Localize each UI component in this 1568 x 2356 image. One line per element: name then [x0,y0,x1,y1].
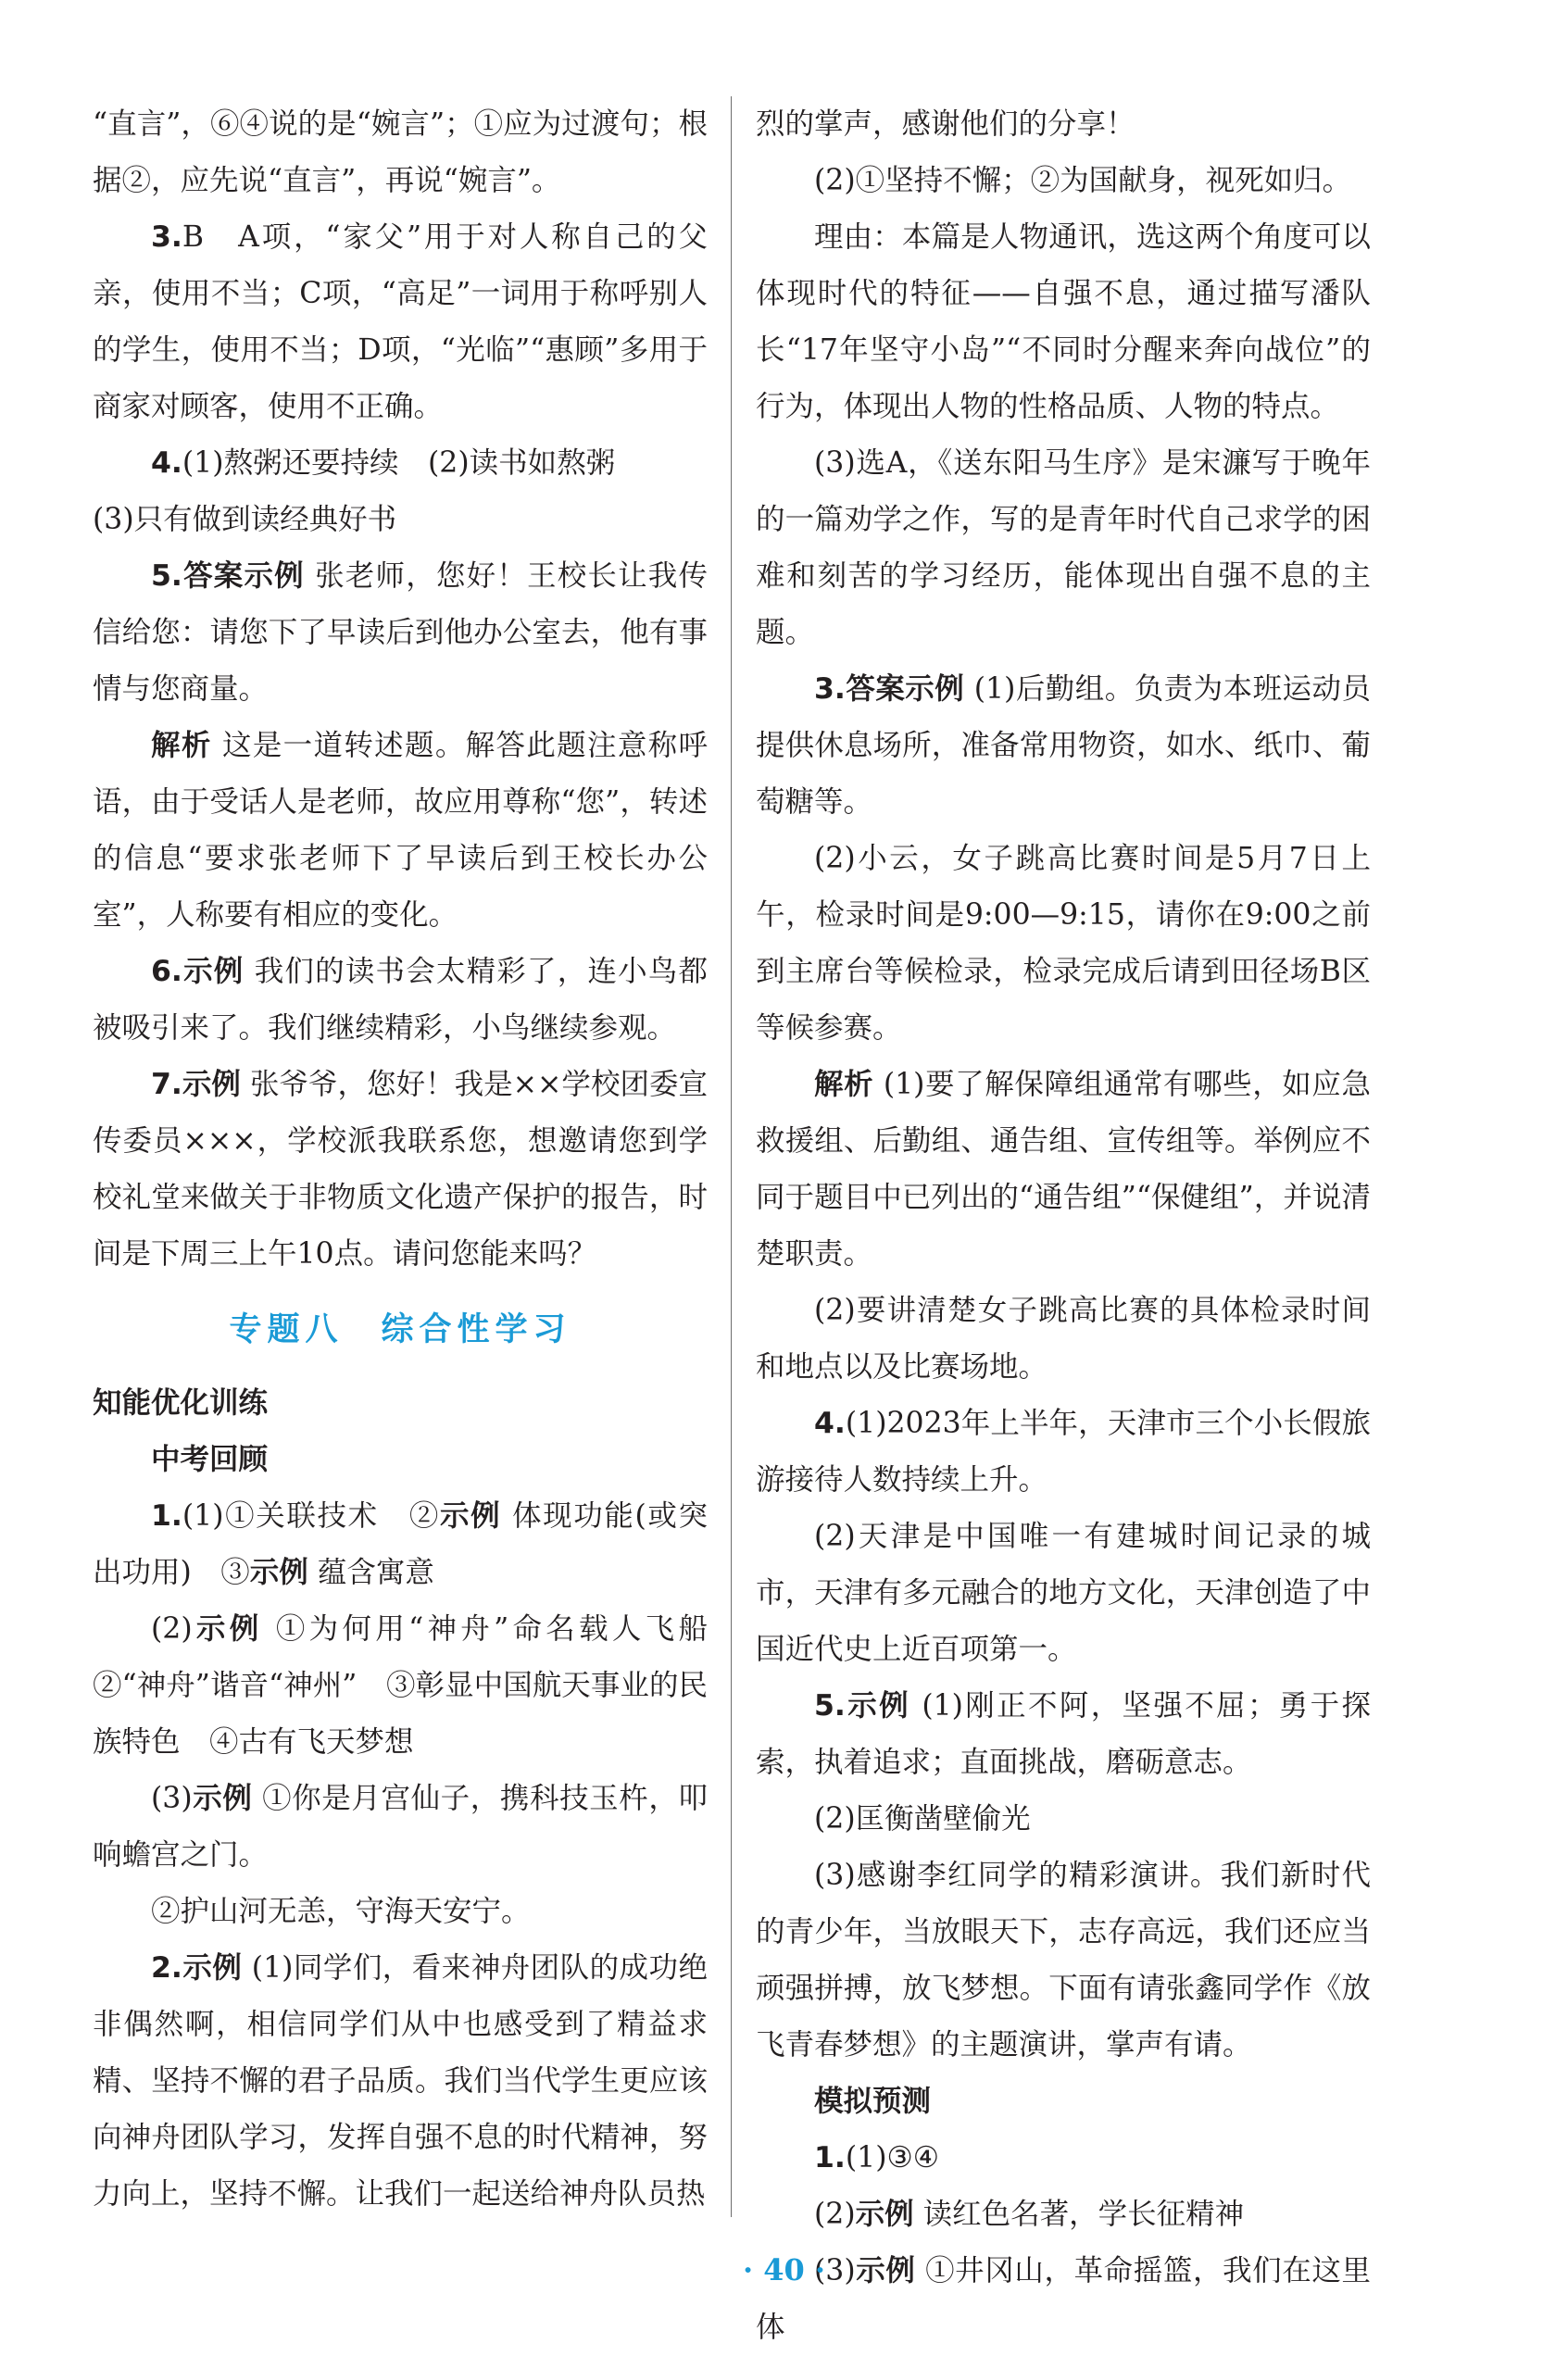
analysis-3: 解析 (1)要了解保障组通常有哪些，如应急救援组、后勤组、通告组、宣传组等。举例应不同于题目中已列出的“通告组”“保健组”，并说清楚职责。 [756,1068,1372,1271]
answer-6: 6.示例 我们的读书会太精彩了，连小鸟都被吸引来了。我们继续精彩，小鸟继续参观。 [93,955,708,1045]
sim-1-2: (2)示例 读红色名著，学长征精神 [814,2198,1245,2231]
column-divider [731,96,732,2217]
analysis-5: 解析 这是一道转述题。解答此题注意称呼语，由于受话人是老师，故应用尊称“您”，转述的信息“要求张老师下了早读后到王校长办公室”，人称要有相应的变化。 [93,729,708,932]
review-1-2: (2)示例 ①为何用“神舟”命名载人飞船②“神舟”谐音“神州” ③彰显中国航天事业的民族特色 ④古有飞天梦想 [93,1612,708,1759]
review-heading: 中考回顾 [151,1443,269,1476]
paragraph: “直言”，⑥④说的是“婉言”；①应为过渡句；根据②，应先说“直言”，再说“婉言”。 [93,107,708,197]
paragraph: (3)选A，《送东阳马生序》是宋濂写于晚年的一篇劝学之作，写的是青年时代自己求学的困难和刻苦的学习经历，能体现出自强不息的主题。 [756,446,1371,649]
paragraph: 烈的掌声，感谢他们的分享！ [756,107,1135,141]
answer-3: 3.B A项，“家父”用于对人称自己的父亲，使用不当；C项，“高足”一词用于称呼别人的学生，使用不当；D项，“光临”“惠顾”多用于商家对顾客，使用不正确。 [93,220,708,423]
review-1-3: (3)示例 ①你是月宫仙子，携科技玉杵，叩响蟾宫之门。 [93,1782,708,1872]
review-2: 2.示例 (1)同学们，看来神舟团队的成功绝非偶然啊，相信同学们从中也感受到了精益求精、坚持不懈的君子品质。我们当代学生更应该向神舟团队学习，发挥自强不息的时代精神，努力向上，坚持不懈。让我们一起送给神舟队员热 [93,1951,708,2211]
review-3-2: (2)小云，女子跳高比赛时间是5月7日上午，检录时间是9:00—9:15，请你在9:00之前到主席台等候检录，检录完成后请到田径场B区等候参赛。 [756,842,1371,1045]
review-4: 4.(1)2023年上半年，天津市三个小长假旅游接待人数持续上升。 [756,1407,1371,1497]
answer-4-cont: (3)只有做到读经典好书 [93,503,397,536]
left-column [93,96,708,2223]
review-5: 5.示例 (1)刚正不阿，坚强不屈；勇于探索，执着追求；直面挑战，磨砺意志。 [756,1689,1372,1779]
review-5-2: (2)匡衡凿壁偷光 [814,1802,1031,1836]
answer-4: 4.(1)熬粥还要持续 (2)读书如熬粥 [151,446,616,480]
paragraph: (2)①坚持不懈；②为国献身，视死如归。 [814,164,1352,197]
review-1-3b: ②护山河无恙，守海天安宁。 [151,1895,531,1928]
review-3: 3.答案示例 (1)后勤组。负责为本班运动员提供休息场所，准备常用物资，如水、纸巾、葡萄糖等。 [756,672,1371,819]
review-4-2: (2)天津是中国唯一有建城时间记录的城市，天津有多元融合的地方文化，天津创造了中国近代史上近百项第一。 [756,1520,1371,1666]
training-heading: 知能优化训练 [93,1386,269,1420]
review-1: 1.(1)①关联技术 ②示例 体现功能(或突出功用) ③示例 蕴含寓意 [93,1499,708,1589]
analysis-3-2: (2)要讲清楚女子跳高比赛的具体检录时间和地点以及比赛场地。 [756,1294,1371,1384]
page-number: · 40 · [742,2252,826,2287]
paragraph: 理由：本篇是人物通讯，选这两个角度可以体现时代的特征——自强不息，通过描写潘队长“17年坚守小岛”“不同时分醒来奔向战位”的行为，体现出人物的性格品质、人物的特点。 [756,220,1371,423]
answer-7: 7.示例 张爷爷，您好！我是××学校团委宣传委员×××，学校派我联系您，想邀请您到学校礼堂来做关于非物质文化遗产保护的报告，时间是下周三上午10点。请问您能来吗？ [93,1068,708,1271]
sim-1-3: (3)示例 ①井冈山，革命摇篮，我们在这里体 [756,2254,1371,2344]
review-5-3: (3)感谢李红同学的精彩演讲。我们新时代的青少年，当放眼天下，志存高远，我们还应当顽强拼搏，放飞梦想。下面有请张鑫同学作《放飞青春梦想》的主题演讲，掌声有请。 [756,1859,1371,2062]
simulation-heading: 模拟预测 [814,2085,932,2118]
answer-5: 5.答案示例 张老师，您好！王校长让我传信给您：请您下了早读后到他办公室去，他有事情与您商量。 [93,559,708,706]
section-title: 专题八 综合性学习 [229,1311,571,1348]
right-column [756,96,1371,2356]
sim-1: 1.(1)③④ [814,2141,939,2174]
